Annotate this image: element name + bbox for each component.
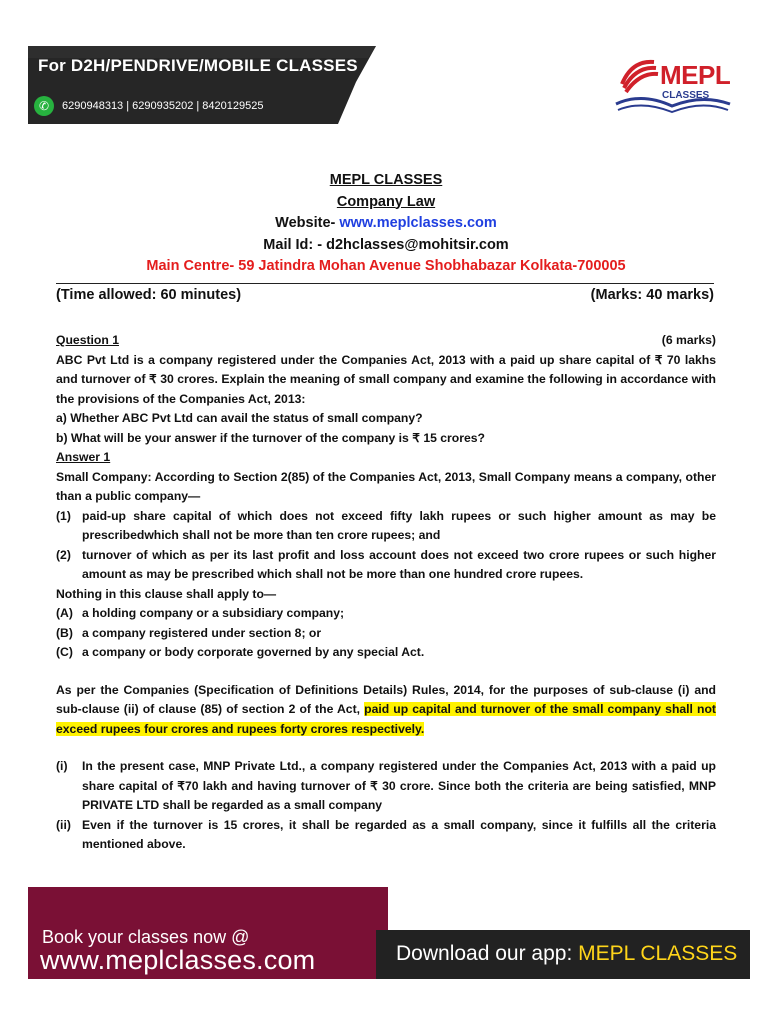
top-banner-phones: 6290948313 | 6290935202 | 8420129525: [62, 100, 264, 112]
spacer: [56, 663, 716, 681]
bottom-banner: [28, 887, 750, 979]
question-part-a: a) Whether ABC Pvt Ltd can avail the status of small company?: [56, 411, 423, 425]
list-item: [56, 757, 716, 816]
question-marks: (6 marks): [661, 333, 716, 347]
list-item-text: paid-up share capital of which does not exceed fifty lakh rupees or such higher amount as may be prescribedwhich shall not be more than ten crore rupees; and: [82, 508, 716, 542]
website-link[interactable]: www.meplclasses.com: [339, 215, 497, 231]
heading-divider: [56, 283, 714, 284]
top-banner-contact: [34, 96, 263, 116]
bottom-banner-right: [376, 930, 750, 979]
total-marks: (Marks: 40 marks): [590, 287, 714, 303]
list-item: [56, 604, 716, 624]
question-header: [56, 331, 716, 351]
main-centre-address: Main Centre- 59 Jatindra Mohan Avenue Shobhabazar Kolkata-700005: [146, 258, 626, 274]
download-app-text: [396, 942, 737, 966]
website-label: Website-: [275, 215, 340, 231]
download-prefix: Download our app:: [396, 942, 579, 965]
subject-title: Company Law: [336, 193, 436, 210]
list-item-number: (i): [56, 759, 68, 773]
logo-text: MEPL: [660, 60, 731, 90]
bottom-website-link[interactable]: www.meplclasses.com: [40, 945, 316, 975]
answer-title: Answer 1: [56, 450, 111, 464]
list-item-text: a company registered under section 8; or: [82, 625, 322, 640]
document-heading: [56, 170, 716, 278]
rules-text: As per the Companies (Specification of Definitions Details) Rules, 2014, for the purposes of sub-clause (i) and sub-clause (ii) of clause (85) of section 2 of the Act,: [56, 682, 716, 716]
logo-subtext: CLASSES: [662, 90, 710, 101]
rules-paragraph: [56, 681, 716, 740]
org-name: MEPL CLASSES: [329, 172, 443, 188]
document-body: [56, 331, 716, 855]
phone-icon: ✆: [34, 96, 54, 116]
list-item: [56, 816, 716, 855]
exam-meta: [56, 287, 714, 303]
mepl-logo: [612, 56, 737, 122]
list-item-text: turnover of which as per its last profit and loss account does not exceed two crore rupees or such higher amount as may be prescribed which shall not be more than one hundred crore rupees.: [82, 547, 716, 581]
answer-intro: Small Company: According to Section 2(85) of the Companies Act, 2013, Small Company means a company, other than a public company—: [56, 469, 716, 503]
top-banner: [28, 46, 376, 124]
top-banner-title: For D2H/PENDRIVE/MOBILE CLASSES: [38, 56, 358, 75]
list-item: [56, 624, 716, 644]
rules-highlight: paid up capital and turnover of the small company shall not exceed rupees four crores and rupees forty crores respectively.: [56, 702, 716, 736]
list-item-number: (1): [56, 508, 71, 523]
list-item: [56, 643, 716, 663]
list-item-text: In the present case, MNP Private Ltd., a company registered under the Companies Act, 2013 with a paid up share capital of ₹70 lakh and having turnover of ₹ 30 crore. Since both the criteria are being satisfied, MNP PRIVATE LTD shall be regarded as a small company: [82, 759, 716, 812]
list-item-text: Even if the turnover is 15 crores, it shall be regarded as a small company, since it fulfills all the criteria mentioned above.: [82, 817, 716, 851]
time-allowed: (Time allowed: 60 minutes): [56, 287, 242, 303]
mail-line: Mail Id: - d2hclasses@mohitsir.com: [263, 236, 509, 253]
list-item-number: (2): [56, 547, 71, 562]
list-item-text: a company or body corporate governed by any special Act.: [82, 645, 425, 659]
question-part-b: b) What will be your answer if the turnover of the company is ₹ 15 crores?: [56, 430, 485, 445]
list-item-number: (B): [56, 625, 73, 640]
list-item-number: (A): [56, 606, 73, 620]
question-title: Question 1: [56, 333, 119, 347]
list-item: [56, 507, 716, 546]
list-item: [56, 546, 716, 585]
list-item-text: a holding company or a subsidiary company;: [82, 606, 345, 620]
app-name: MEPL CLASSES: [578, 942, 738, 965]
list-item-number: (C): [56, 645, 73, 659]
list-item-number: (ii): [56, 817, 71, 832]
question-text: ABC Pvt Ltd is a company registered under the Companies Act, 2013 with a paid up share capital of ₹ 70 lakhs and turnover of ₹ 30 crores. Explain the meaning of small company and examine the following in accordance with the provisions of the Companies Act, 2013:: [56, 352, 716, 406]
exclusion-intro: Nothing in this clause shall apply to—: [56, 586, 277, 601]
bottom-banner-left: [28, 887, 388, 979]
book-classes-text: Book your classes now @: [42, 927, 250, 947]
website-line: [56, 213, 716, 235]
spacer: [56, 739, 716, 757]
